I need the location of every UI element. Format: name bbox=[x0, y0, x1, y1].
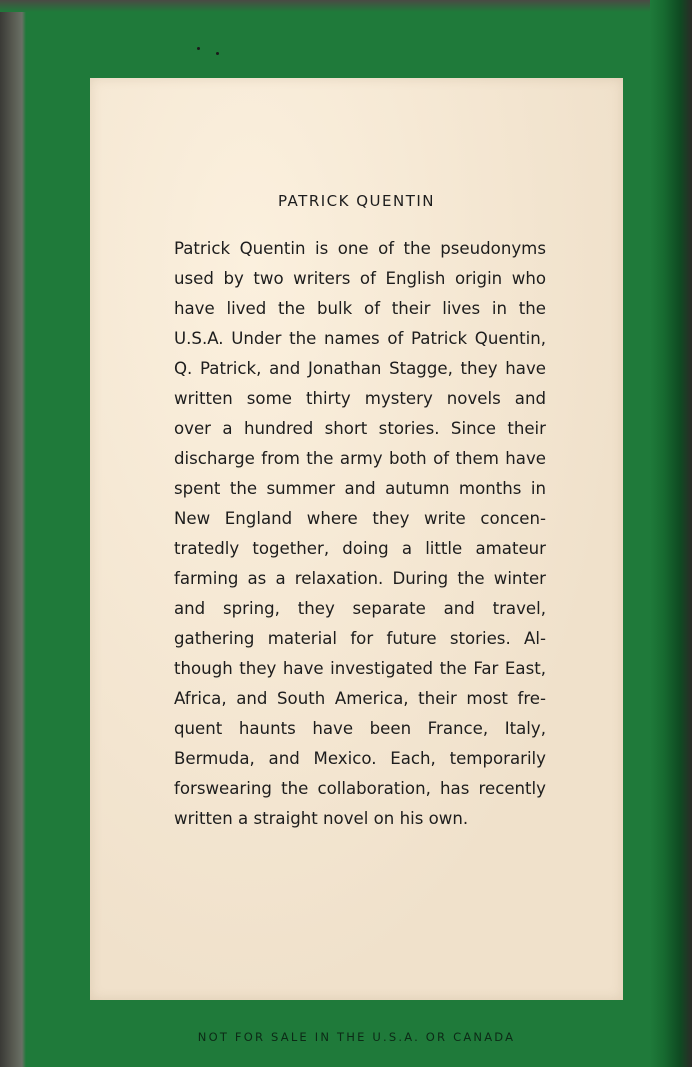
paper-speck bbox=[197, 47, 200, 50]
bio-line: spent the summer and autumn months in bbox=[174, 479, 546, 498]
bio-line: over a hundred short stories. Since their bbox=[174, 419, 546, 438]
bio-line: forswearing the collaboration, has recently bbox=[174, 779, 546, 798]
spine-edge bbox=[650, 0, 692, 1067]
bio-line: written some thirty mystery novels and bbox=[174, 389, 546, 408]
bio-line: New England where they write concen- bbox=[174, 509, 546, 528]
bio-line: used by two writers of English origin who bbox=[174, 269, 546, 288]
bio-line: Africa, and South America, their most fre- bbox=[174, 689, 546, 708]
cover-left-edge bbox=[0, 0, 26, 1067]
bio-line: and spring, they separate and travel, bbox=[174, 599, 546, 618]
author-bio bbox=[174, 234, 546, 834]
sale-restriction-note: NOT FOR SALE IN THE U.S.A. OR CANADA bbox=[197, 1030, 516, 1044]
bio-line: though they have investigated the Far East, bbox=[174, 659, 546, 678]
bio-line: written a straight novel on his own. bbox=[174, 809, 469, 828]
bio-line: U.S.A. Under the names of Patrick Quentin, bbox=[174, 329, 546, 348]
bio-line: discharge from the army both of them have bbox=[174, 449, 546, 468]
bio-line: Bermuda, and Mexico. Each, temporarily bbox=[174, 749, 546, 768]
paper-speck bbox=[216, 52, 219, 55]
bio-line: farming as a relaxation. During the winter bbox=[174, 569, 546, 588]
bio-line: have lived the bulk of their lives in the bbox=[174, 299, 546, 318]
blurb-panel bbox=[90, 78, 623, 1000]
author-heading: PATRICK QUENTIN bbox=[277, 192, 436, 210]
bio-line: tratedly together, doing a little amateur bbox=[174, 539, 546, 558]
bio-line: Patrick Quentin is one of the pseudonyms bbox=[174, 239, 546, 258]
bio-line: gathering material for future stories. Al- bbox=[174, 629, 546, 648]
bio-line: Q. Patrick, and Jonathan Stagge, they have bbox=[174, 359, 546, 378]
cover-top-edge bbox=[0, 0, 692, 12]
bio-line: quent haunts have been France, Italy, bbox=[174, 719, 546, 738]
